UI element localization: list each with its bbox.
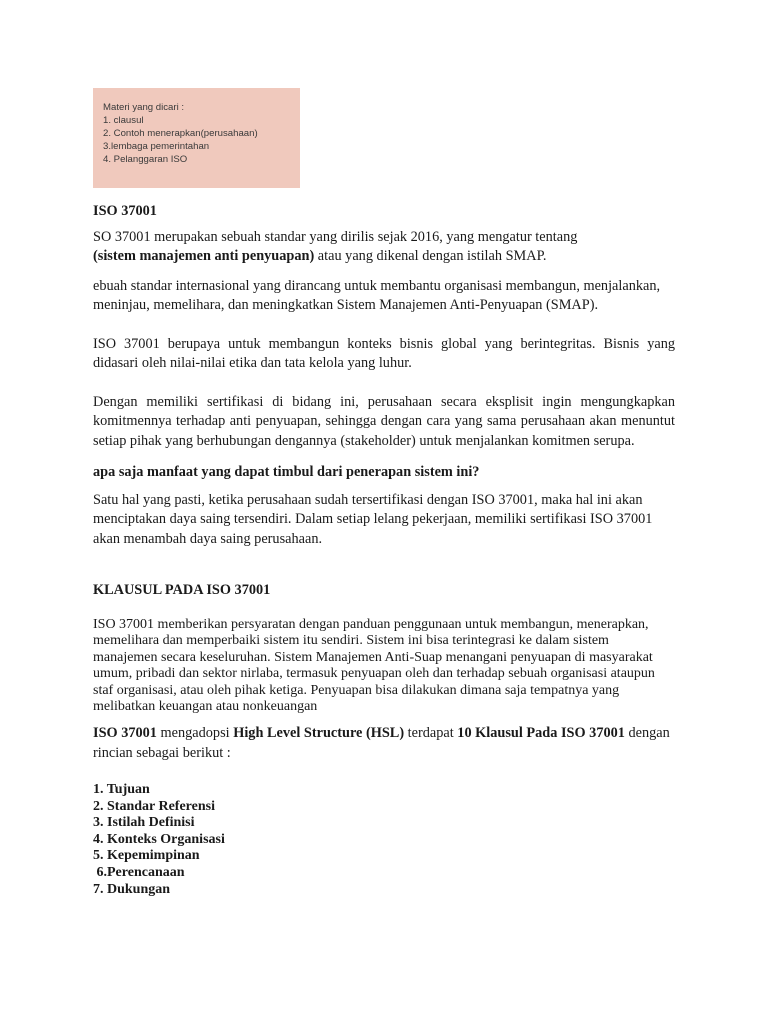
note-title: Materi yang dicari : xyxy=(103,102,185,113)
list-item: 7. Dukungan xyxy=(93,881,171,897)
list-item: 3. Istilah Definisi xyxy=(93,815,195,831)
intro-text-tail: atau yang dikenal dengan istilah SMAP. xyxy=(314,248,547,264)
list-item: 6.Perencanaan xyxy=(93,865,185,881)
hsl-text-1: mengadopsi xyxy=(156,725,234,742)
paragraph-global-context: ISO 37001 berupaya untuk membangun konteks bisnis global yang berintegritas. Bisnis yang didasari oleh nilai-nilai etika dan tata kelola yang luhur. xyxy=(93,335,675,371)
intro-text: SO 37001 merupakan sebuah standar yang dirilis sejak 2016, yang mengatur tentang xyxy=(93,228,578,245)
list-item: 5. Kepemimpinan xyxy=(93,848,200,864)
list-item: 4. Konteks Organisasi xyxy=(93,831,225,847)
heading-iso-37001: ISO 37001 xyxy=(93,203,157,219)
paragraph-intro xyxy=(93,228,675,267)
paragraph-benefit: Satu hal yang pasti, ketika perusahaan sudah tersertifikasi dengan ISO 37001, maka hal ini akan menciptakan daya saing tersendiri. Dalam setiap lelang pekerjaan, memiliki sertifikasi ISO 37001 akan menambah daya saing perusahaan. xyxy=(93,491,653,547)
intro-bold-term: (sistem manajemen anti penyuapan) xyxy=(93,248,315,264)
heading-klausul: KLAUSUL PADA ISO 37001 xyxy=(93,582,271,598)
document-body xyxy=(93,200,675,898)
clause-list xyxy=(93,782,675,898)
list-item: 2. Standar Referensi xyxy=(93,798,215,814)
hsl-text-3: dengan rincian sebagai berikut : xyxy=(93,725,670,761)
hsl-text-2: terdapat xyxy=(404,725,458,742)
paragraph-requirements: ISO 37001 memberikan persyaratan dengan panduan penggunaan untuk membangun, menerapkan, memelihara dan memperbaiki sistem itu sendiri. Sistem ini bisa terintegrasi ke dalam sistem manajemen secara keseluruhan. Sistem Manajemen Anti-Suap menangani penyuapan di masyarakat umum, pribadi dan sektor nirlaba, termasuk penyuapan oleh dan terhadap sebuah organisasi ataupun staf organisasi, atau oleh pihak ketiga. Penyuapan bisa dilakukan dimana saja tempatnya yang melibatkan keuangan atau nonkeuangan xyxy=(93,616,655,715)
heading-benefit-question: apa saja manfaat yang dapat timbul dari penerapan sistem ini? xyxy=(93,464,480,480)
paragraph-certification: Dengan memiliki sertifikasi di bidang ini, perusahaan secara eksplisit ingin mengungkapkan komitmennya terhadap anti penyuapan, sehingga dengan cara yang sama perusahaan akan menuntut setiap pihak yang berhubungan dengannya (stakeholder) untuk menjalankan komitmen serupa. xyxy=(93,393,675,449)
hsl-bold-3: 10 Klausul Pada ISO 37001 xyxy=(457,725,625,742)
list-item: 1. Tujuan xyxy=(93,782,150,798)
search-topics-note xyxy=(93,88,300,188)
hsl-bold-1: ISO 37001 xyxy=(93,725,157,742)
note-item: 1. clausul xyxy=(103,115,144,126)
paragraph-hsl xyxy=(93,724,675,763)
note-item: 3.lembaga pemerintahan xyxy=(103,141,210,152)
hsl-bold-2: High Level Structure (HSL) xyxy=(233,725,405,742)
note-item: 2. Contoh menerapkan(perusahaan) xyxy=(103,128,258,139)
note-item: 4. Pelanggaran ISO xyxy=(103,154,188,165)
paragraph-definition: ebuah standar internasional yang dirancang untuk membantu organisasi membangun, menjalankan, meninjau, memelihara, dan meningkatkan Sistem Manajemen Anti-Penyuapan (SMAP). xyxy=(93,277,661,313)
